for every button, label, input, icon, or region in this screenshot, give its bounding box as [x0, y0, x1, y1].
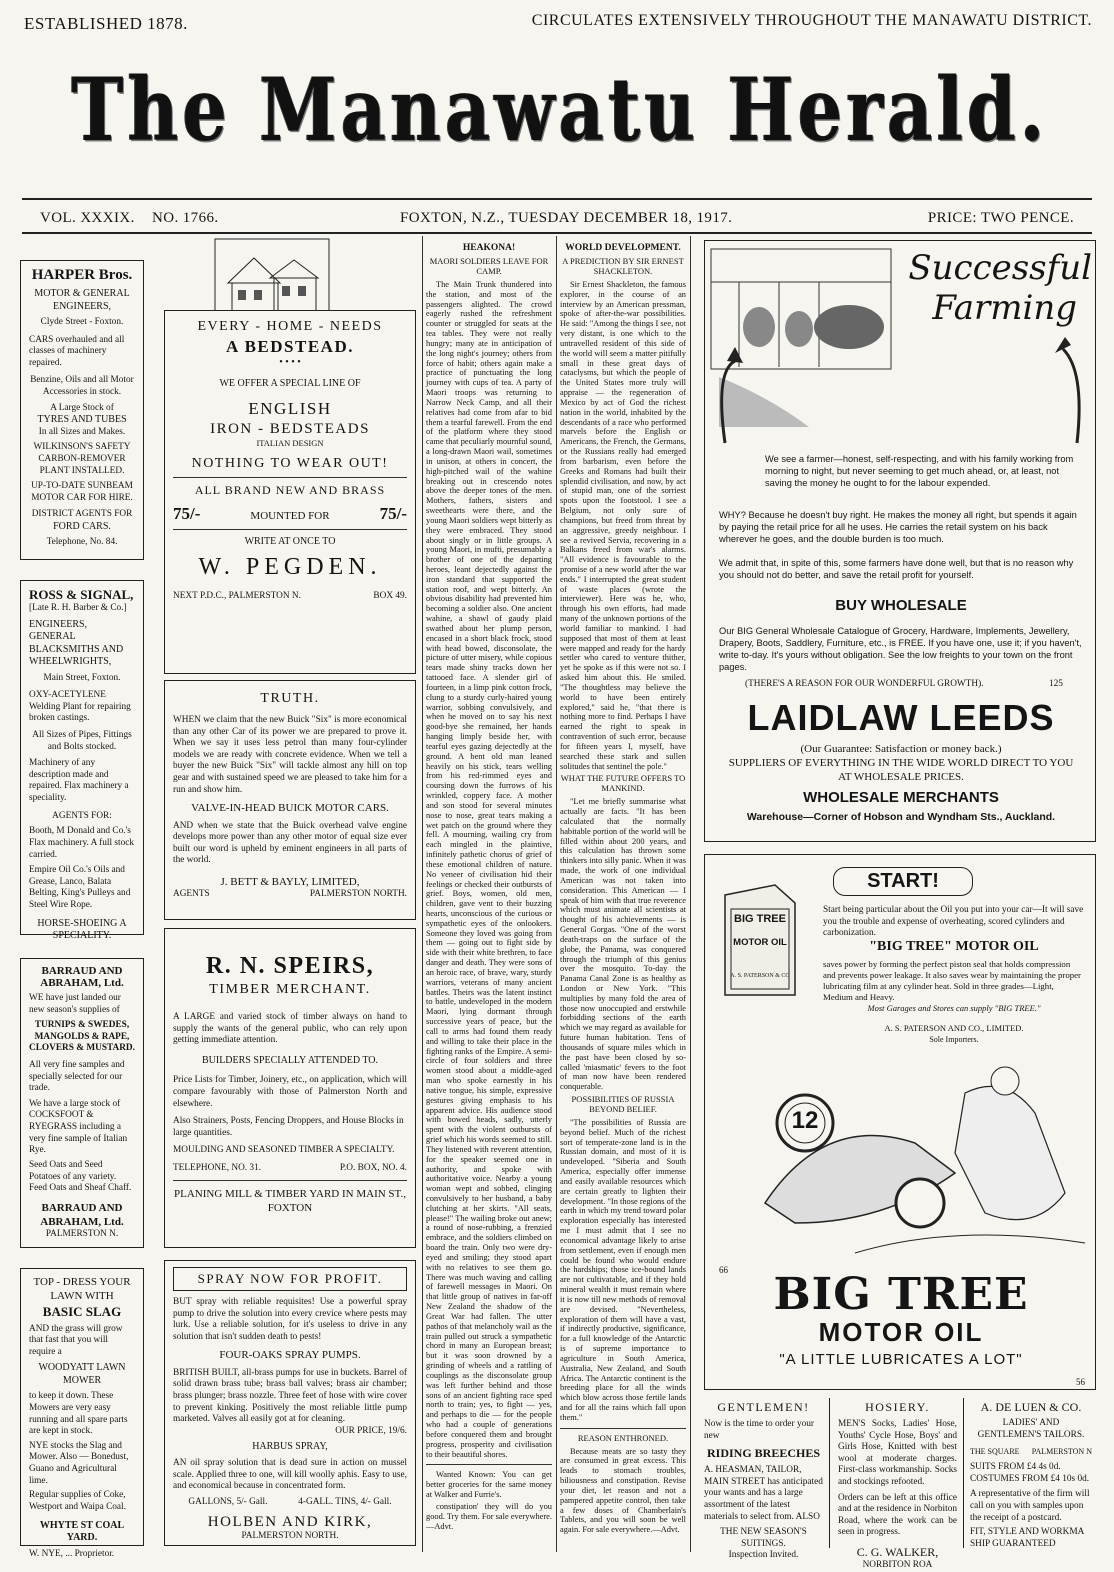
harper-text-9: FORD CARS.	[53, 521, 111, 533]
speirs-title: R. N. SPEIRS,	[205, 953, 375, 979]
de-luen-ad	[966, 1398, 1096, 1548]
heasman-text-2: A. HEASMAN, TAILOR, MAIN STREET has anticipated your wants and has a large assortment of the latest materials to select from. ALSO	[704, 1465, 823, 1522]
laidlaw-text-2: WHY? Because he doesn't buy right. He makes the money all right, but spends it again by paying the retail price for all he uses. He carries the retail system on his back wherever he goes, and the double burden is too much.	[719, 510, 1077, 545]
pegden-line-2: A BEDSTEAD.	[226, 337, 354, 356]
harper-phone: Telephone, No. 84.	[46, 536, 118, 547]
woodyatt-text-3: to keep it down. These Mowers are very easy running and all spare parts are kept in stock.	[29, 1391, 128, 1437]
big-tree-brand-1: BIG TREE	[773, 1269, 1029, 1320]
speirs-contact-row	[173, 1163, 407, 1175]
top-rule	[22, 198, 1092, 200]
barraud-text-1: WE have just landed our new season's supplies of	[29, 993, 121, 1015]
oil-can-label-2: MOTOR OIL	[733, 937, 787, 948]
car-number: 12	[791, 1107, 819, 1134]
masthead-title: The Manawatu Herald.	[71, 57, 1049, 162]
woodyatt-text-1: AND the grass will grow that fast that you will require a	[29, 1323, 123, 1357]
deluen-text-2: COSTUMES FROM £4 10s 0d.	[970, 1473, 1090, 1484]
pegden-line-1: EVERY - HOME - NEEDS	[197, 319, 383, 334]
ross-text-3: OXY-ACETYLENE Welding Plant for repairing broken castings.	[29, 690, 131, 724]
world-heading-3: POSSIBILITIES OF RUSSIA BEYOND BELIEF.	[571, 1094, 675, 1115]
truth-signature-row	[173, 889, 407, 901]
walker-text-1: MEN'S Socks, Ladies' Hose, Youths' Cycle Hose, Boys' and Girls Hose, Knitted with best wool at moderate charges. First-class workmanship. Socks and stockings refooted.	[838, 1419, 957, 1488]
heakona-advert: Wanted Known: You can get better groceries for the same money at Walker and Furrie's.	[426, 1470, 552, 1500]
big-tree-text-1: Start being particular about the Oil you put into your car—It will save you the trouble and expense of overheating, scored cylinders and carbonization.	[823, 905, 1084, 939]
big-tree-number-2: 56	[1076, 1377, 1085, 1387]
dateline-rule	[22, 232, 1092, 234]
heakona-article	[426, 240, 552, 1550]
established-line: ESTABLISHED 1878.	[24, 14, 188, 33]
ross-title: ROSS & SIGNAL,	[29, 587, 134, 602]
speirs-phone: TELEPHONE, NO. 31.	[173, 1162, 262, 1173]
world-rule	[560, 1428, 686, 1429]
dateline: FOXTON, N.Z., TUESDAY DECEMBER 18, 1917.	[400, 210, 733, 226]
world-body-3: "The possibilities of Russia are beyond belief. Much of the richest sort of temperate-zone land is in the Russian domain, and most of it is undeveloped. "Siberia and South America, especially offer immense and easily available resources which are certain greatly to lighten their development. "In those regions of the earth in which my trend toward polar exploration especially has interested me I must admit that I see no economical advantage likely to arise from settlement, even if enough men could be found who would endure the hardships; those ice-bound lands are not cultivatable, and if they hold mineral wealth it must remain where it is now till new methods of removal are devised. "Nevertheless, exploration of them will have a vast, if indirectly productive, significance, for a full knowledge of the Antarctic is of supreme importance to agriculture in South America, Australia, New Zealand, and South Africa. The Antarctic continent is the breeding place for all the winds which blow across those fertile lands and for all the rains which fall upon them."	[560, 1117, 686, 1422]
barraud-title: BARRAUD AND ABRAHAM, Ltd.	[40, 965, 124, 989]
speirs-rule	[173, 1180, 407, 1181]
laidlaw-number: 125	[1049, 679, 1063, 689]
walker-signature: C. G. WALKER,	[856, 1545, 939, 1560]
pegden-line-7: NOTHING TO WEAR OUT!	[191, 455, 389, 471]
truth-heading-2: VALVE-IN-HEAD BUICK MOTOR CARS.	[191, 802, 389, 815]
oil-can-label-3: A. S. PATERSON & CO	[730, 973, 790, 979]
ross-text-9: HORSE-SHOEING A SPECIALITY.	[37, 917, 127, 942]
laidlaw-script-2: Farming	[932, 288, 1077, 328]
walker-hosiery-ad	[832, 1398, 964, 1571]
laidlaw-warehouse: Warehouse—Corner of Hobson and Wyndham Sts., Auckland.	[746, 811, 1056, 823]
big-tree-slogan: "A LITTLE LUBRICATES A LOT"	[779, 1351, 1023, 1368]
pegden-line-12: WRITE AT ONCE TO	[244, 535, 336, 547]
truth-text-1: WHEN we claim that the new Buick "Six" is more economical than any other Car of its power we are prepared to prove it. When we say it uses less petrol than many four-cylinder models we are ready with concrete evidence. When we tell a buyer the new Buick "Six" will tackle almost any hill on top gear and with sustained speed we are pleased to take him for a run and show him.	[173, 715, 407, 795]
laidlaw-brand: LAIDLAW LEEDS	[747, 697, 1055, 738]
world-title: WORLD DEVELOPMENT.	[565, 243, 681, 253]
deluen-address-2: PALMERSTON N	[1031, 1447, 1092, 1457]
deluen-text-4: FIT, STYLE AND WORKMA SHIP GUARANTEED	[970, 1527, 1084, 1549]
pegden-box: BOX 49.	[373, 591, 407, 601]
walker-text-2: Orders can be left at this office and at the residence in Norbiton Road, where the work can be seen in progress.	[838, 1492, 958, 1538]
pegden-price-row	[173, 504, 407, 524]
spray-gallons: GALLONS, 5/- Gall.	[188, 1496, 268, 1507]
deluen-text-1: SUITS FROM £4 4s 0d.	[970, 1462, 1061, 1473]
harper-text-5: In all Sizes and Makes.	[38, 426, 126, 437]
heakona-subtitle: MAORI SOLDIERS LEAVE FOR CAMP.	[429, 256, 549, 277]
heasman-text-1: Now is the time to order your new	[704, 1419, 814, 1441]
speirs-text-1: A LARGE and varied stock of timber always on hand to supply the wants of the general public, who can rely upon getting immediate attention.	[173, 1012, 407, 1046]
racing-car-illustration	[705, 1053, 1097, 1273]
speirs-text-2: BUILDERS SPECIALLY ATTENDED TO.	[201, 1054, 379, 1066]
woodyatt-heading-1: TOP - DRESS YOUR LAWN WITH	[33, 1276, 131, 1303]
pegden-dots: • • • •	[279, 357, 301, 368]
spray-heading-3: HARBUS SPRAY,	[252, 1441, 328, 1453]
pegden-price-left: 75/-	[173, 503, 201, 523]
ross-text-2: Main Street, Foxton.	[43, 672, 121, 683]
barraud-ad	[20, 958, 144, 1248]
barraud-text-4: We have a large stock of COCKSFOOT & RYEGRASS including a very fine sample of Italian Rye.	[29, 1098, 128, 1156]
spray-price-row	[173, 1497, 407, 1509]
big-tree-number-1: 66	[719, 1265, 728, 1275]
truth-agents: AGENTS	[173, 889, 210, 900]
ross-text-4: All Sizes of Pipes, Fittings and Bolts stocked.	[32, 730, 132, 752]
barraud-text-3: All very fine samples and specially selected for our trade.	[29, 1060, 125, 1094]
barraud-text-6: Feed Oats and Sheaf Chaff.	[29, 1183, 132, 1194]
pegden-mounted: MOUNTED FOR	[250, 509, 330, 522]
spray-text-1: BUT spray with reliable requisites! Use a powerful spray pump to drive the solution into every crevice where pests may lurk. Use a reliable solution, for it's useless to drive in any solution that isn't sudden death to pests!	[173, 1297, 407, 1342]
world-subtitle: A PREDICTION BY SIR ERNEST SHACKLETON.	[562, 256, 684, 277]
spray-text-2: BRITISH BUILT, all-brass pumps for use in buckets. Barrel of solid drawn brass tube; brass ball valves; brass air chamber; brass plunger; brass nozzle. Three feet of hose with wire cover to prevent kinking. Positively the most reliable little pump marketed. Valves all easily got at for cleaning.	[173, 1367, 407, 1425]
world-body-4: Because meats are so tasty they are consumed in great excess. This leads to stomach troubles, biliousness and constipation. Revise your diet, let reason and not a pampered appetite control, then take a few doses of Chamberlain's Tablets, and you will soon be well again. For sale everywhere.—Advt.	[560, 1446, 686, 1535]
barraud-text-2: TURNIPS & SWEDES, MANGOLDS & RAPE, CLOVERS & MUSTARD.	[29, 1020, 135, 1054]
laidlaw-text-3: We admit that, in spite of this, some farmers have done well, but that is no reason why you should not do better, and save the retail profit for yourself.	[719, 558, 1074, 581]
world-heading-2: WHAT THE FUTURE OFFERS TO MANKIND.	[560, 773, 686, 794]
pegden-address-row	[173, 591, 407, 603]
big-tree-importer: A. S. PATERSON AND CO., LIMITED.	[884, 1023, 1024, 1033]
laidlaw-reason: (THERE'S A REASON FOR OUR WONDERFUL GROWTH).	[745, 679, 984, 689]
heakona-body: The Main Trunk thundered into the station, and most of the passengers alighted. The crowd eagerly rushed the refreshment counter or struggled for seats at the tea tables. They were not really hungry; many ate in anticipation of the long night's journey; others from force of habit; others again make a practice of punctuating the long journey with cups of tea. A party of Maori troops was returning to Narrow Neck Camp, and all their relatives had come from afar to bid them a tearful farewell. From the end of the platform where they stood came that peculiarly mournful sound, a long-drawn Maori wail, sometimes in unison, at others in concert, the high-pitched wail of the wahine breaking out in crescendo notes above the deeper tones of the men. Mothers, fathers, sisters and sweethearts were there, and the young Maori soldiers wept bitterly as they were embraced. They stood about singly or in little groups. A young Maori, in mufti, presumably a brother of one of the departing heroes, leant dejectedly against the iron standard that supported the station roof, and wept bitterly. An obvious disability had prevented him becoming a soldier also. One ancient wahine, a shawl of gaudy plaid swathed about her plump person, encased in a short black frock, stood with head bowed, disconsolate, the picture of utter misery, while copious tears made shiny tracks down her tattooed face. A slender girl of fourteen, in a limp pink cotton frock, clung to a sturdy curly-haired young warrior, sobbing convulsively, and when he moved on to say his next good-bye she remained, her hands hanging limply beside her, with tearful eyes gazing dejectedly at the ground. A bent old man leaned heavily on his stick, tears welling from his red-rimmed eyes and coursing down the furrows of his wrinkled, coppery face. A mother and son stood for several minutes nose to nose, great tears making a wet patch on the ground where they fell. A mourning, wailing cry from each mingled in the plaintive, infinitely pathetic chorus of grief of these emotional children of nature. No veneer of civilisation hid their feelings or checked their outbursts of grief. Boys, women, old men, children, gave vent to their buzzing hearts, unconscious of the curious or sympathetic eyes of the onlookers. Someone they loved was going from them — going out to fight side by side with their white brethren, to face danger and death. They were sons of an heroic race, of brave, wary, sturdy warriors, veterans of many ancient battles. Theirs was the latent instinct to battle, undeveloped in the modern Maori, lying dormant through successive years of peace, but the call to arms had found them ready and willing to take their place in the fighting ranks of the Empire. A semi-circle of four soldiers and three women stood about a middle-aged man who spoke earnestly in his native tongue, his simple, expressive gestures giving emphasis to his apparent advice. His audience stood with bowed heads, sadly, utterly spent with the violent outbursts of grief which his words seemed to still. They listened with reverent attention, for the speaker seemed one in authority, and spoke with authoritative voice. Nearby a young woman wept and sobbed, clinging convulsively to her husband, a baby clutching at her skirts. "All seats, please!" The wailing broke out anew; a round of nose-rubbing, a frenzied embrace, and the soldiers climbed on board the train. Only two were dry-eyed and smiling; they stood apart with no relatives to see them go. There was much waving and calling of farewell messages in Maori. On that little group of natives in far-off New Zealand the shadow of the Great War had fallen. The utter pathos of that melancholy wail as the train pulled out struck a sympathetic chord in many an European breast; but it was soon drowned by a grinding of wheels and a rattling of couplings as the disconsolate group was left further behind and those sons of an ancient fighting race sped north to train; yes, to fight — yes, and perhaps to die — for the people who had a couple of generations before conquered them and brought progress, prosperity and civilisation to their beautiful shores.	[426, 279, 552, 1459]
pegden-address: NEXT P.D.C., PALMERSTON N.	[173, 591, 301, 601]
pegden-line-6: ITALIAN DESIGN	[256, 437, 324, 448]
speirs-box: P.O. BOX, NO. 4.	[339, 1162, 407, 1173]
big-tree-brand-2: MOTOR OIL	[818, 1317, 984, 1347]
pegden-name: W. PEGDEN.	[198, 554, 382, 580]
spray-title: SPRAY NOW FOR PROFIT.	[173, 1267, 407, 1291]
harper-text-4: TYRES AND TUBES	[37, 414, 127, 426]
speirs-text-5: MOULDING AND SEASONED TIMBER A SPECIALTY.	[173, 1145, 395, 1156]
spray-heading-2: FOUR-OAKS SPRAY PUMPS.	[219, 1349, 361, 1362]
world-body-1: Sir Ernest Shackleton, the famous explorer, in the course of an interview by an American pressman, spoke of after-the-war possibilities. He said: "Among the things I see, not very distant, is one which to the untravelled resident of this side of the world will seem a matter pitifully small in these great days of cataclysms, but which the people of the United States more truly will appraise — the regeneration of Mexico by act of God the richest nation in the world, inhabited by the descendants of a race who performed marvels before the English or Americans, the French, the Germans, or the Russians really had emerged from barbarism, even before the Greeks and Romans had built their splendid civilisation, and now, by act of stupid man, one of the sorriest spots upon the footstool. I see a Belgium, not only sure of champions, but freed from threat by an aggressive, greedy neighbour. I see a revived Servia, recovering in a Balkans freed from war's alarms. "All evidence is favourable to the promise of a new world after the war ends." I interrupted the great student of waste places (wrote the interviewer). Here was he, who, through his own efforts, had made many of the unknown portions of the world familiar to mankind. I had supposed that most of them at least were mapped and ready for the hardy settler who cared to venture thither, yet he spoke as if this were not so. I asked him about this. He smiled. "The thoughtless may believe the world to have been entirely explored," said he, "that there is nothing more to find. Perhaps I have earned the right to speak in contravention of such error, because for fifteen years I, myself, have searched these stark and sullen solitudes that sentinel the pole."	[560, 279, 686, 771]
big-tree-heading: "BIG TREE" MOTOR OIL	[869, 939, 1039, 954]
harper-text-2: Benzine, Oils and all Motor Accessories in stock.	[30, 375, 134, 398]
pegden-line-5: IRON - BEDSTEADS	[210, 420, 370, 437]
laidlaw-leeds-ad	[704, 240, 1096, 842]
heakona-rule	[426, 1464, 552, 1465]
heasman-text-3: THE NEW SEASON'S SUITINGS.	[720, 1527, 807, 1549]
heasman-heading: RIDING BREECHES	[706, 1446, 821, 1461]
speirs-text-4: Also Strainers, Posts, Fencing Droppers, and House Blocks in large quantities.	[173, 1116, 404, 1138]
deluen-address-row	[970, 1447, 1092, 1456]
arrows-graphic	[705, 311, 1097, 451]
woodyatt-text-4: NYE stocks the Slag and Mower. Also — Bonedust, Guano and Agricultural lime.	[29, 1440, 129, 1486]
deluen-address-1: THE SQUARE	[970, 1447, 1020, 1457]
circulation-line: CIRCULATES EXTENSIVELY THROUGHOUT THE MANAWATU DISTRICT.	[531, 12, 1092, 29]
truth-town: PALMERSTON NORTH.	[309, 889, 407, 900]
deluen-text-3: A representative of the firm will call on you with samples upon the receipt of a postcard.	[970, 1489, 1090, 1523]
laidlaw-heading: BUY WHOLESALE	[835, 597, 967, 614]
speirs-sub: TIMBER MERCHANT.	[209, 982, 371, 997]
big-tree-text-3: Most Garages and Stores can supply "BIG TREE."	[867, 1003, 1041, 1013]
laidlaw-text-4: Our BIG General Wholesale Catalogue of Grocery, Hardware, Implements, Jewellery, Drapery, Boots, Saddlery, Furniture, etc., is FREE. If you have one, use it; if you haven't, write to-day. It's yours without obligation. See the low freights to your town on the front pages.	[719, 626, 1082, 673]
laidlaw-wholesale: WHOLESALE MERCHANTS	[803, 789, 999, 806]
spray-price: OUR PRICE, 19/6.	[335, 1425, 407, 1436]
pegden-line-8: ALL BRAND NEW AND BRASS	[194, 482, 386, 497]
walker-address: NORBITON ROA	[862, 1560, 933, 1571]
oil-can-label-1: BIG TREE	[734, 913, 786, 925]
woodyatt-ad	[20, 1268, 144, 1559]
harper-ad	[20, 260, 144, 560]
laidlaw-script-1: Successful	[908, 248, 1092, 288]
ross-ad	[20, 580, 144, 942]
pegden-rule-2	[173, 529, 407, 530]
harper-text-1: CARS overhauled and all classes of machinery repaired.	[29, 334, 125, 368]
world-heading-4: REASON ENTHRONED.	[577, 1432, 669, 1443]
column-divider-2	[556, 236, 557, 1552]
heakona-title: HEAKONA!	[462, 243, 516, 253]
issue-number: NO. 1766.	[152, 210, 219, 226]
big-tree-text-2: saves power by forming the perfect piston seal that holds compression and prevents power leakage. It also saves wear by maintaining the proper lubricating film at any cylinder heat. Sold in three grades—Light, Medium and Heavy.	[823, 959, 1081, 1002]
spray-ad	[164, 1260, 416, 1546]
truth-buick-ad	[164, 680, 416, 920]
truth-signature: J. BETT & BAYLY, LIMITED,	[220, 876, 360, 888]
spray-signature: HOLBEN AND KIRK,	[207, 1514, 373, 1531]
spray-tins: 4-GALL. TINS, 4/- Gall.	[298, 1496, 392, 1507]
truth-text-2: AND when we state that the Buick overhead valve engine develops more power than any other motor of equal size ever built our word is upheld by eminent engineers in all parts of the world.	[173, 820, 407, 866]
laidlaw-guarantee: (Our Guarantee: Satisfaction or money back.)	[800, 743, 1002, 755]
speirs-text-8: PLANING MILL & TIMBER YARD IN MAIN ST., FOXTON	[174, 1187, 406, 1214]
woodyatt-text-2: WOODYATT LAWN MOWER	[38, 1362, 126, 1386]
volume: VOL. XXXIX.	[40, 210, 135, 226]
ross-text-5: Machinery of any description made and repaired. Flax machinery a speciality.	[29, 758, 129, 804]
harper-address: Clyde Street - Foxton.	[40, 317, 124, 327]
harper-text-7: UP-TO-DATE SUNBEAM MOTOR CAR FOR HIRE.	[31, 481, 133, 503]
truth-title: TRUTH.	[260, 691, 320, 706]
ross-text-6: AGENTS FOR:	[52, 810, 112, 821]
laidlaw-text-1: We see a farmer—honest, self-respecting, and with his family working from morning to night, but never seeming to get much ahead, or, at least, not saving the money he ought to for the labour expended.	[765, 454, 1074, 489]
barraud-text-8: PALMERSTON N.	[45, 1229, 119, 1240]
heasman-title: GENTLEMEN!	[717, 1400, 810, 1414]
woodyatt-text-7: W. NYE, ... Proprietor.	[29, 1548, 115, 1559]
ross-text-1: ENGINEERS, GENERAL BLACKSMITHS AND WHEELWRIGHTS,	[29, 618, 124, 668]
heasman-text-4: Inspection Invited.	[728, 1550, 799, 1561]
harper-title: HARPER Bros.	[31, 267, 133, 283]
pegden-line-4: ENGLISH	[248, 398, 332, 418]
price: PRICE: TWO PENCE.	[927, 210, 1074, 226]
barraud-text-7: BARRAUD AND ABRAHAM, Ltd.	[40, 1201, 124, 1229]
big-tree-start: START!	[833, 867, 973, 896]
pegden-price-right: 75/-	[379, 503, 407, 523]
harper-text-8: DISTRICT AGENTS FOR	[31, 509, 133, 520]
walker-title: HOSIERY.	[865, 1400, 930, 1414]
pegden-bedstead-ad	[164, 310, 416, 674]
barraud-text-5: Seed Oats and Seed Potatoes of any variety.	[29, 1159, 117, 1182]
spray-town: PALMERSTON NORTH.	[241, 1531, 339, 1542]
ross-text-8: Empire Oil Co.'s Oils and Grease, Lanco, Balata Belting, King's Pulleys and Steel Wire Rope.	[29, 865, 131, 910]
world-body-2: "Let me briefly summarise what actually are facts. "It has been calculated that the normally habitable portion of the world will be filled within about 200 years, and this calculation has thrown some thinkers into silly panic. When it was made, the work of one individual American was not taken into consideration. This American — I speak of him with that true reverence which must animate all scientists at thought of his achievements — is General Gorgas. "One of the worst death-traps on the surface of the globe, the Panama, was conquered through the triumph of this genius over the mosquito. To-day the Panama Canal Zone is as healthy as London or New York. "This multiplies by many fold the area of those now unoccupied and erstwhile forbidding sections of the earth which we may regard as available for future human habitation. Tens of thousands of square miles which in the past have been closed by so-called 'miasmatic' fevers to the foot of man now have been rendered conquerable.	[560, 797, 686, 1092]
laidlaw-suppliers: SUPPLIERS OF EVERYTHING IN THE WIDE WORLD DIRECT TO YOU AT WHOLESALE PRICES.	[728, 757, 1074, 783]
deluen-title: A. DE LUEN & CO.	[980, 1400, 1082, 1414]
ross-text-7: Booth, M Donald and Co.'s Flax machinery. A full stock carried.	[29, 826, 135, 860]
big-tree-sole: Sole Importers.	[929, 1035, 979, 1044]
world-development-article	[560, 240, 686, 1550]
harper-text-6: WILKINSON'S SAFETY CARBON-REMOVER PLANT INSTALLED.	[33, 442, 131, 476]
harper-sub: MOTOR & GENERAL ENGINEERS,	[34, 288, 130, 312]
ross-sub: [Late R. H. Barber & Co.]	[29, 603, 127, 613]
woodyatt-text-6: WHYTE ST COAL YARD.	[39, 1519, 125, 1544]
big-tree-ad	[704, 854, 1096, 1390]
speirs-timber-ad	[164, 928, 416, 1248]
pegden-line-3: WE OFFER A SPECIAL LINE OF	[219, 378, 361, 389]
column-divider-1	[422, 236, 423, 1552]
heasman-ad	[698, 1398, 830, 1561]
deluen-sub: LADIES' AND GENTLEMEN'S TAILORS.	[977, 1418, 1085, 1440]
column-divider-3	[690, 236, 691, 1552]
speirs-text-3: Price Lists for Timber, Joinery, etc., on application, which will compare favourably with those of Palmerston North and elsewhere.	[173, 1075, 407, 1109]
woodyatt-text-5: Regular supplies of Coke, Westport and Waipa Coal.	[29, 1490, 126, 1512]
spray-text-3: AN oil spray solution that is dead sure in action on mussel scale. Applied three to one, will kill woolly aphis. Easy to use, and economical because in concentrated form.	[173, 1457, 407, 1492]
heakona-advert-2: constipation' they will do you good. Try them. For sale everywhere.—Advt.	[426, 1501, 552, 1531]
pegden-rule	[173, 477, 407, 478]
woodyatt-heading-2: BASIC SLAG	[42, 1303, 122, 1319]
harper-text-3: A Large Stock of	[50, 402, 114, 413]
